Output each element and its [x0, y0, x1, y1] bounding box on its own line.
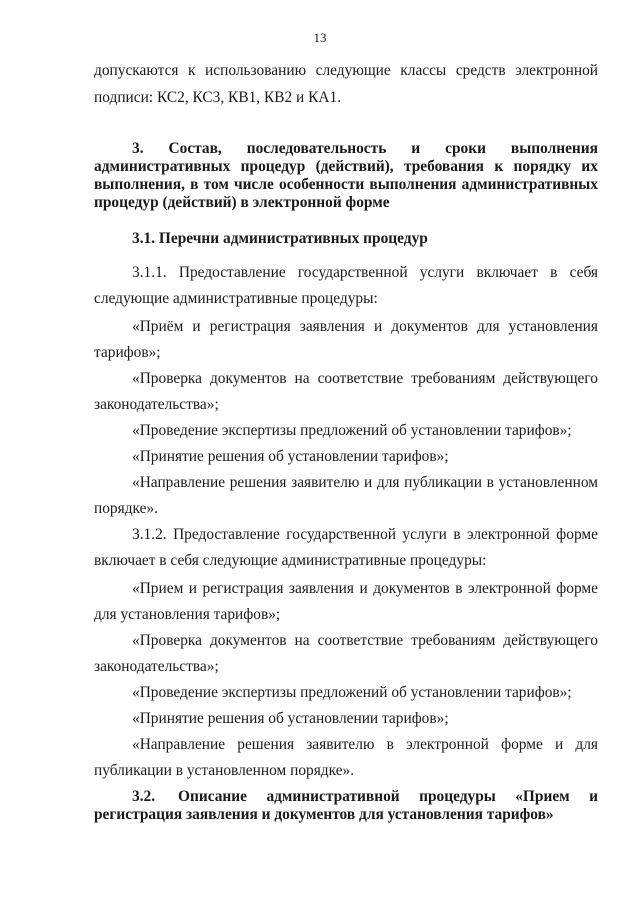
para-3-1-1-line-2: следующие административные процедуры: — [94, 290, 378, 307]
section-3-heading-line-1: 3. Состав, последовательность и сроки выполнения — [132, 140, 598, 157]
list2-item1-line-2: для установления тарифов»; — [94, 606, 281, 623]
list2-item2-line-1: «Проверка документов на соответствие требованиям действующего — [132, 632, 598, 649]
list1-item5-line-2: порядке». — [94, 500, 159, 517]
intro-line-2: подписи: КС2, КС3, КВ1, КВ2 и КА1. — [94, 89, 342, 106]
section-3-2-number: 3.2. — [132, 788, 156, 805]
list2-item5-line-1: «Направление решения заявителю в электронной форме и для — [132, 736, 598, 753]
section-3-heading-line-4: процедур (действий) в электронной форме — [94, 194, 390, 211]
list2-item2-line-2: законодательства»; — [94, 658, 219, 675]
list1-item3: «Проведение экспертизы предложений об установлении тарифов»; — [132, 422, 572, 439]
section-3-1-heading: 3.1. Перечни административных процедур — [132, 230, 428, 247]
section-3-heading-line-2: административных процедур (действий), требования к порядку их — [94, 158, 598, 175]
list1-item2-line-1: «Проверка документов на соответствие требованиям действующего — [132, 370, 598, 387]
list2-item3: «Проведение экспертизы предложений об установлении тарифов»; — [132, 684, 572, 701]
list2-item1-line-1: «Прием и регистрация заявления и документов в электронной форме — [132, 580, 598, 597]
section-3-2-heading-line-1: Описание административной процедуры «Прием и — [178, 788, 598, 805]
para-3-1-1-line-1: 3.1.1. Предоставление государственной услуги включает в себя — [132, 264, 598, 281]
section-3-heading-line-3: выполнения, в том числе особенности выполнения административных — [94, 176, 598, 193]
list1-item1-line-1: «Приём и регистрация заявления и документов для установления — [132, 318, 598, 335]
para-3-1-2-line-2: включает в себя следующие административные процедуры: — [94, 552, 487, 569]
list1-item5-line-1: «Направление решения заявителю и для публикации в установленном — [132, 474, 598, 491]
intro-line-1: допускаются к использованию следующие классы средств электронной — [94, 62, 598, 79]
list1-item1-line-2: тарифов»; — [94, 344, 161, 361]
list1-item4: «Принятие решения об установлении тарифов»; — [132, 448, 449, 465]
list1-item2-line-2: законодательства»; — [94, 396, 219, 413]
section-3-2-heading-line-2: регистрация заявления и документов для установления тарифов» — [94, 806, 554, 823]
list2-item5-line-2: публикации в установленном порядке». — [94, 762, 355, 779]
para-3-1-2-line-1: 3.1.2. Предоставление государственной услуги в электронной форме — [132, 526, 598, 543]
list2-item4: «Принятие решения об установлении тарифов»; — [132, 710, 449, 727]
page-number: 13 — [313, 30, 327, 45]
